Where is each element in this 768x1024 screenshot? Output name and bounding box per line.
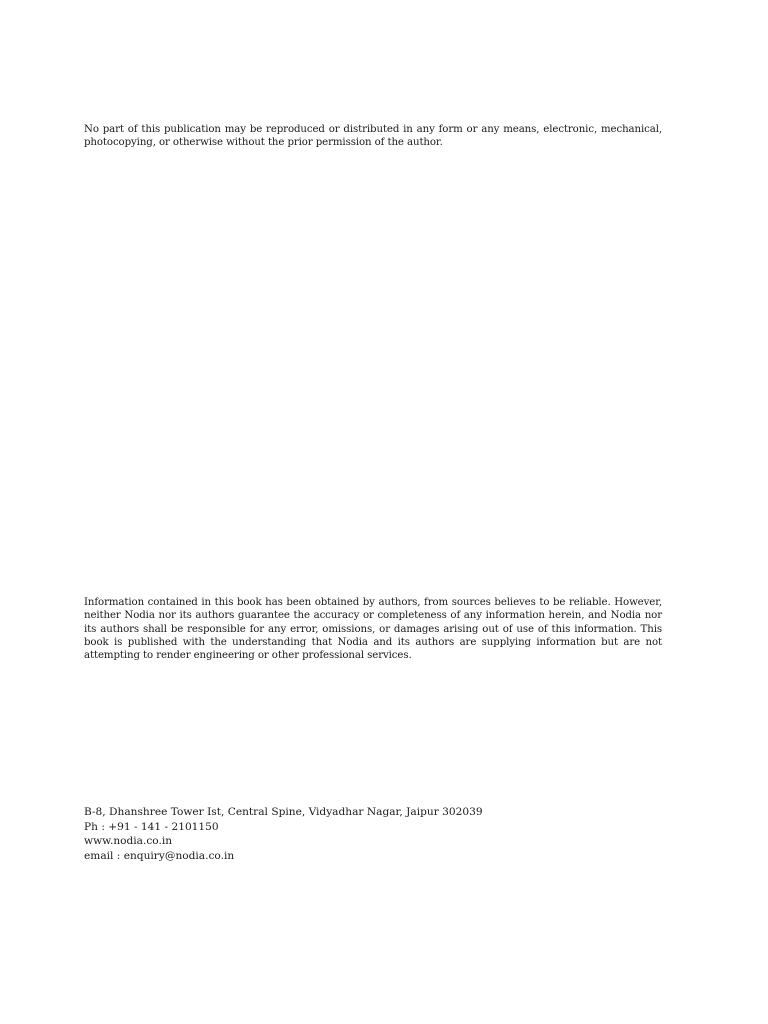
- publisher-website[interactable]: www.nodia.co.in: [84, 835, 173, 847]
- disclaimer-paragraph: Information contained in this book has been obtained by authors, from sources believes to be reliable. However, neither Nodia nor its authors guarantee the accuracy or completeness of any information herein, and Nodia nor its authors shall be responsible for any error, omissions, or damages arising out of use of this information. This book is published with the understanding that Nodia and its authors are supplying information but are not attempting to render engineering or other professional services.: [84, 597, 662, 661]
- copyright-notice: No part of this publication may be reproduced or distributed in any form or any means, electronic, mechanical, photocopying, or otherwise without the prior permission of the author.: [84, 124, 662, 149]
- publisher-phone: Ph : +91 - 141 - 2101150: [84, 820, 219, 833]
- publisher-contact-block: [84, 805, 684, 863]
- publisher-address: B-8, Dhanshree Tower Ist, Central Spine, Vidyadhar Nagar, Jaipur 302039: [84, 806, 483, 818]
- publisher-email[interactable]: email : enquiry@nodia.co.in: [84, 849, 235, 862]
